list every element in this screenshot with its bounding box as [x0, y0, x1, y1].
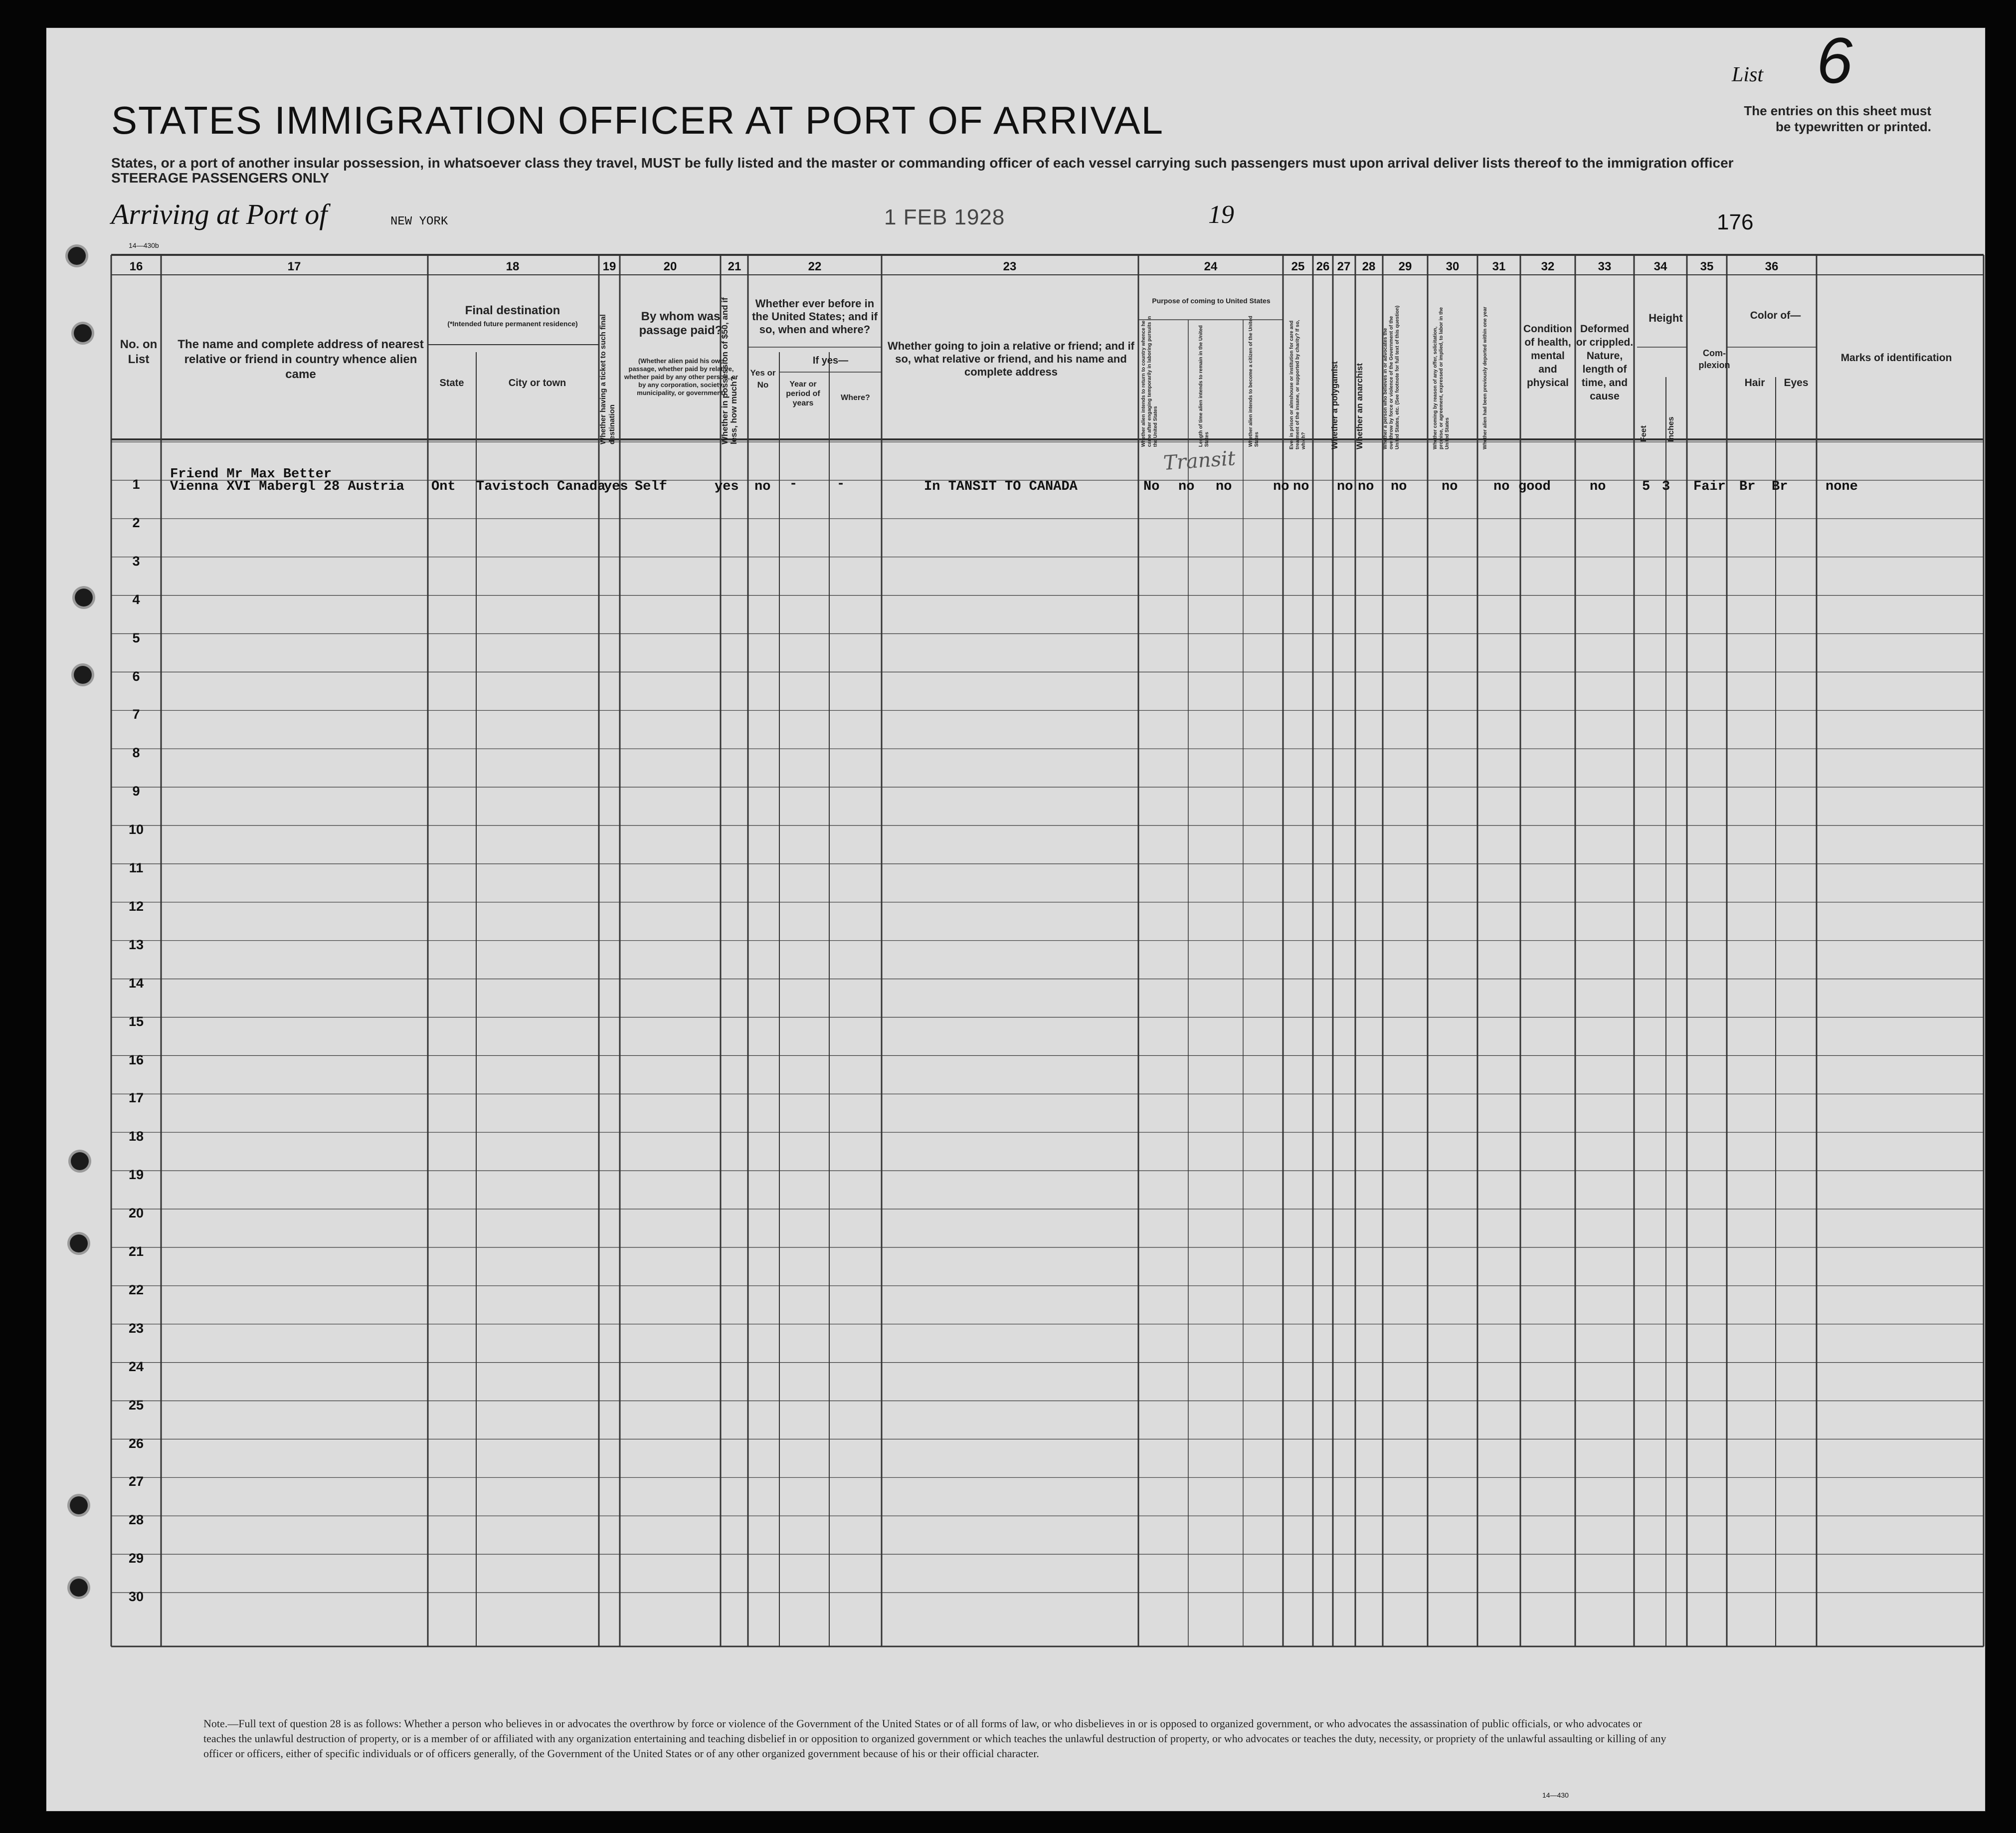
- relative-name: Friend Mr Max Better: [170, 467, 332, 482]
- footer-form-code: 14—430: [1542, 1791, 1569, 1799]
- handwritten-annotation: Transit: [1162, 447, 1237, 475]
- header-no-on-list: No. on List: [120, 338, 158, 366]
- row-number: 5: [132, 630, 140, 645]
- date-stamp: 1 FEB 1928: [884, 205, 1005, 229]
- port-name: NEW YORK: [390, 215, 448, 228]
- entries-note: [1682, 103, 1931, 135]
- row-number: 24: [128, 1359, 144, 1374]
- row-number: 3: [132, 553, 140, 569]
- column-number: 18: [506, 260, 520, 273]
- header-final-destination: Final destination: [465, 304, 560, 317]
- row-number: 27: [128, 1474, 144, 1489]
- column-number: 21: [728, 260, 741, 273]
- row-number: 4: [132, 592, 140, 607]
- ruled-grid: [46, 28, 1985, 1811]
- binding-hole: [74, 324, 92, 342]
- row-number: 1: [132, 477, 140, 492]
- header-where: Where?: [841, 394, 870, 402]
- header-passage-paid: By whom was passage paid?: [639, 310, 723, 337]
- row-number: 7: [132, 707, 140, 722]
- year-prefix: 19: [1208, 201, 1234, 229]
- row-number: 19: [128, 1167, 144, 1183]
- header-hair: Hair: [1744, 377, 1765, 389]
- header-marks: Marks of identification: [1840, 352, 1952, 364]
- purpose-extra: no: [1273, 479, 1289, 494]
- header-labor-offer: Whether coming by reason of any offer, solicitation, promise, or agreement, expressed or implied, to labor in the United States: [1433, 307, 1450, 449]
- column-number: 24: [1204, 260, 1218, 273]
- binding-hole: [75, 589, 93, 607]
- before-where: -: [837, 477, 845, 492]
- binding-hole: [70, 1496, 88, 1514]
- marks-value: none: [1826, 479, 1858, 494]
- row-number: 15: [128, 1014, 144, 1029]
- column-number: 22: [808, 260, 822, 273]
- header-purpose: Purpose of coming to United States: [1152, 297, 1271, 305]
- row-number: 11: [129, 860, 144, 875]
- header-complexion: Com-plexion: [1698, 348, 1730, 370]
- header-if-yes: If yes—: [812, 355, 849, 366]
- purpose-length: no: [1178, 479, 1195, 494]
- row-number: 12: [128, 898, 144, 914]
- column-number: 19: [602, 260, 616, 273]
- entries-note-line-1: The entries on this sheet must: [1744, 103, 1931, 118]
- height-feet: 5: [1642, 479, 1650, 494]
- row-number: 13: [128, 937, 144, 952]
- row-number: 18: [128, 1129, 144, 1144]
- binding-hole: [71, 1152, 89, 1170]
- page-title: STATES IMMIGRATION OFFICER AT PORT OF ARRIVAL: [111, 98, 1164, 142]
- anarchist-value: no: [1358, 479, 1374, 494]
- binding-hole: [68, 247, 86, 265]
- row-number: 9: [132, 784, 140, 799]
- header-final-destination-note: (*Intended future permanent residence): [447, 320, 578, 328]
- money-value: yes: [715, 479, 739, 494]
- passage-paid-by: Self: [635, 479, 667, 494]
- row-number: 21: [128, 1244, 144, 1259]
- column-number: 17: [287, 260, 301, 273]
- column-number: 30: [1446, 260, 1460, 273]
- row-number: 28: [128, 1512, 144, 1528]
- row-number: 17: [128, 1090, 144, 1106]
- header-eyes: Eyes: [1784, 377, 1809, 389]
- column-number: 31: [1492, 260, 1506, 273]
- header-year-period: Year or period of years: [786, 380, 820, 407]
- header-anarchist: Whether an anarchist: [1355, 363, 1364, 449]
- relative-address: Vienna XVI Mabergl 28 Austria: [170, 479, 404, 494]
- row-number: 10: [128, 822, 144, 837]
- column-number: 36: [1765, 260, 1779, 273]
- header-purpose-citizen: Whether alien intends to become a citizen of the United States: [1248, 316, 1260, 447]
- header-feet: Feet: [1640, 425, 1648, 442]
- column-number: 29: [1398, 260, 1412, 273]
- row-number: 20: [128, 1206, 144, 1221]
- header-inches: Inches: [1667, 416, 1675, 442]
- header-state: State: [439, 378, 464, 389]
- row-number: 26: [128, 1435, 144, 1451]
- labor-offer-value: no: [1442, 479, 1458, 494]
- overthrow-value: no: [1391, 479, 1407, 494]
- before-year: -: [789, 477, 798, 492]
- column-number: 35: [1700, 260, 1714, 273]
- header-before-in-us: Whether ever before in the United States; and if so, when and where?: [752, 297, 878, 336]
- header-purpose-length: Length of time alien intends to remain in the United States: [1198, 325, 1210, 447]
- column-number: 27: [1337, 260, 1351, 273]
- row-number: 23: [128, 1320, 144, 1336]
- column-number: 20: [663, 260, 677, 273]
- header-yes-no: Yes or No: [750, 368, 776, 390]
- row-number: 14: [128, 975, 144, 991]
- binding-hole: [70, 1579, 88, 1597]
- binding-hole: [74, 666, 92, 684]
- class-note: STEERAGE PASSENGERS ONLY: [111, 170, 330, 186]
- row-number: 2: [132, 515, 140, 530]
- purpose-citizen: no: [1216, 479, 1232, 494]
- header-relative-address: The name and complete address of nearest relative or friend in country whence alien came: [178, 338, 424, 381]
- row-number: 25: [128, 1397, 144, 1413]
- eyes-value: Br: [1772, 479, 1788, 494]
- header-prison: Ever in prison or almshouse or institution for care and treatment of the insane, or supported by charity? If so, which?: [1289, 320, 1306, 449]
- header-deformed: Deformed or crippled. Nature, length of time, and cause: [1576, 323, 1634, 402]
- list-number: 6: [1817, 24, 1853, 97]
- destination-city: Tavistoch Canada: [476, 479, 606, 494]
- joining-value: In TANSIT TO CANADA: [924, 479, 1078, 494]
- page-number: 176: [1717, 210, 1754, 234]
- column-number: 34: [1653, 260, 1667, 273]
- instructions-text: States, or a port of another insular possession, in whatsoever class they travel, MUST be fully listed and the master or commanding officer of each vessel carrying such passengers must upon arrival deliver lists thereof to the immigration officer: [111, 155, 1734, 171]
- header-health: Condition of health, mental and physical: [1523, 323, 1572, 389]
- header-joining: Whether going to join a relative or friend; and if so, what relative or friend, and his name and complete address: [887, 340, 1135, 378]
- row-number: 6: [132, 668, 140, 684]
- footnote-text: Note.—Full text of question 28 is as follows: Whether a person who believes in or advocates the overthrow by force or violence of the Government of the United States or of all forms of law, or who disbelieves in or is opposed to organized government, or who advocates the assassination of public officials, or who advocates or teaches the unlawful destruction of property, or is a member of or affiliated with any organization entertaining and teaching disbelief in or opposition to organized government or which teaches the unlawful destruction of property, or who advocates or teaches the duty, necessity, or propriety of the unlawful assaulting or killing of any officer or officers, either of specific individuals or of officers generally, of the Government of the United States or of any other organized government because of his or their official character.: [203, 1717, 1666, 1760]
- list-label: List: [1732, 63, 1764, 86]
- row-number: 29: [128, 1551, 144, 1566]
- row-number: 8: [132, 745, 140, 761]
- manifest-sheet: [46, 24, 1986, 1812]
- header-purpose-return: Whether alien intends to return to country whence he came after engaging temporarily in laboring pursuits in the United States: [1141, 316, 1158, 447]
- column-number: 32: [1541, 260, 1555, 273]
- header-city: City or town: [508, 378, 566, 389]
- header-polygamist: Whether a polygamist: [1330, 361, 1339, 449]
- prison-value: no: [1293, 479, 1309, 494]
- health-value: good: [1518, 479, 1551, 494]
- column-number: 33: [1598, 260, 1612, 273]
- column-number: 26: [1316, 260, 1330, 273]
- row-number: 16: [128, 1052, 144, 1067]
- form-code: 14—430b: [129, 241, 159, 249]
- column-number: 16: [129, 260, 143, 273]
- header-ticket: Whether having a ticket to such final destination: [599, 314, 616, 444]
- header-passage-paid-note: (Whether alien paid his own passage, whether paid by relative, whether paid by any other person, or by any corporation, society, municipality, or government): [624, 357, 738, 397]
- before-yes-no: no: [754, 479, 771, 494]
- header-color-of: Color of—: [1750, 310, 1801, 321]
- header-money: Whether in possession of $50, and if less, how much?: [720, 297, 738, 444]
- row-number: 30: [128, 1589, 144, 1605]
- ticket-value: yes: [604, 479, 628, 494]
- header-deported: Whether alien had been previously deported within one year: [1482, 306, 1488, 449]
- complexion-value: Fair: [1693, 479, 1726, 494]
- polygamist-value: no: [1337, 479, 1353, 494]
- column-number: 28: [1362, 260, 1376, 273]
- binding-hole: [70, 1234, 88, 1252]
- entries-note-line-2: be typewritten or printed.: [1775, 119, 1931, 134]
- row-number: 22: [128, 1282, 144, 1297]
- header-overthrow: Whether a person who believes in or advocates the overthrow by force or violence of the Government of the United States, etc. (See footnote for full text of this question): [1383, 305, 1400, 449]
- arriving-label: Arriving at Port of: [111, 198, 328, 230]
- hair-value: Br: [1739, 479, 1756, 494]
- header-height: Height: [1649, 312, 1683, 324]
- column-number: 23: [1003, 260, 1017, 273]
- deported-value: no: [1493, 479, 1510, 494]
- deformed-value: no: [1590, 479, 1606, 494]
- height-inches: 3: [1662, 479, 1670, 494]
- column-number: 25: [1291, 260, 1305, 273]
- purpose-return: No: [1143, 479, 1160, 494]
- destination-state: Ont: [431, 479, 456, 494]
